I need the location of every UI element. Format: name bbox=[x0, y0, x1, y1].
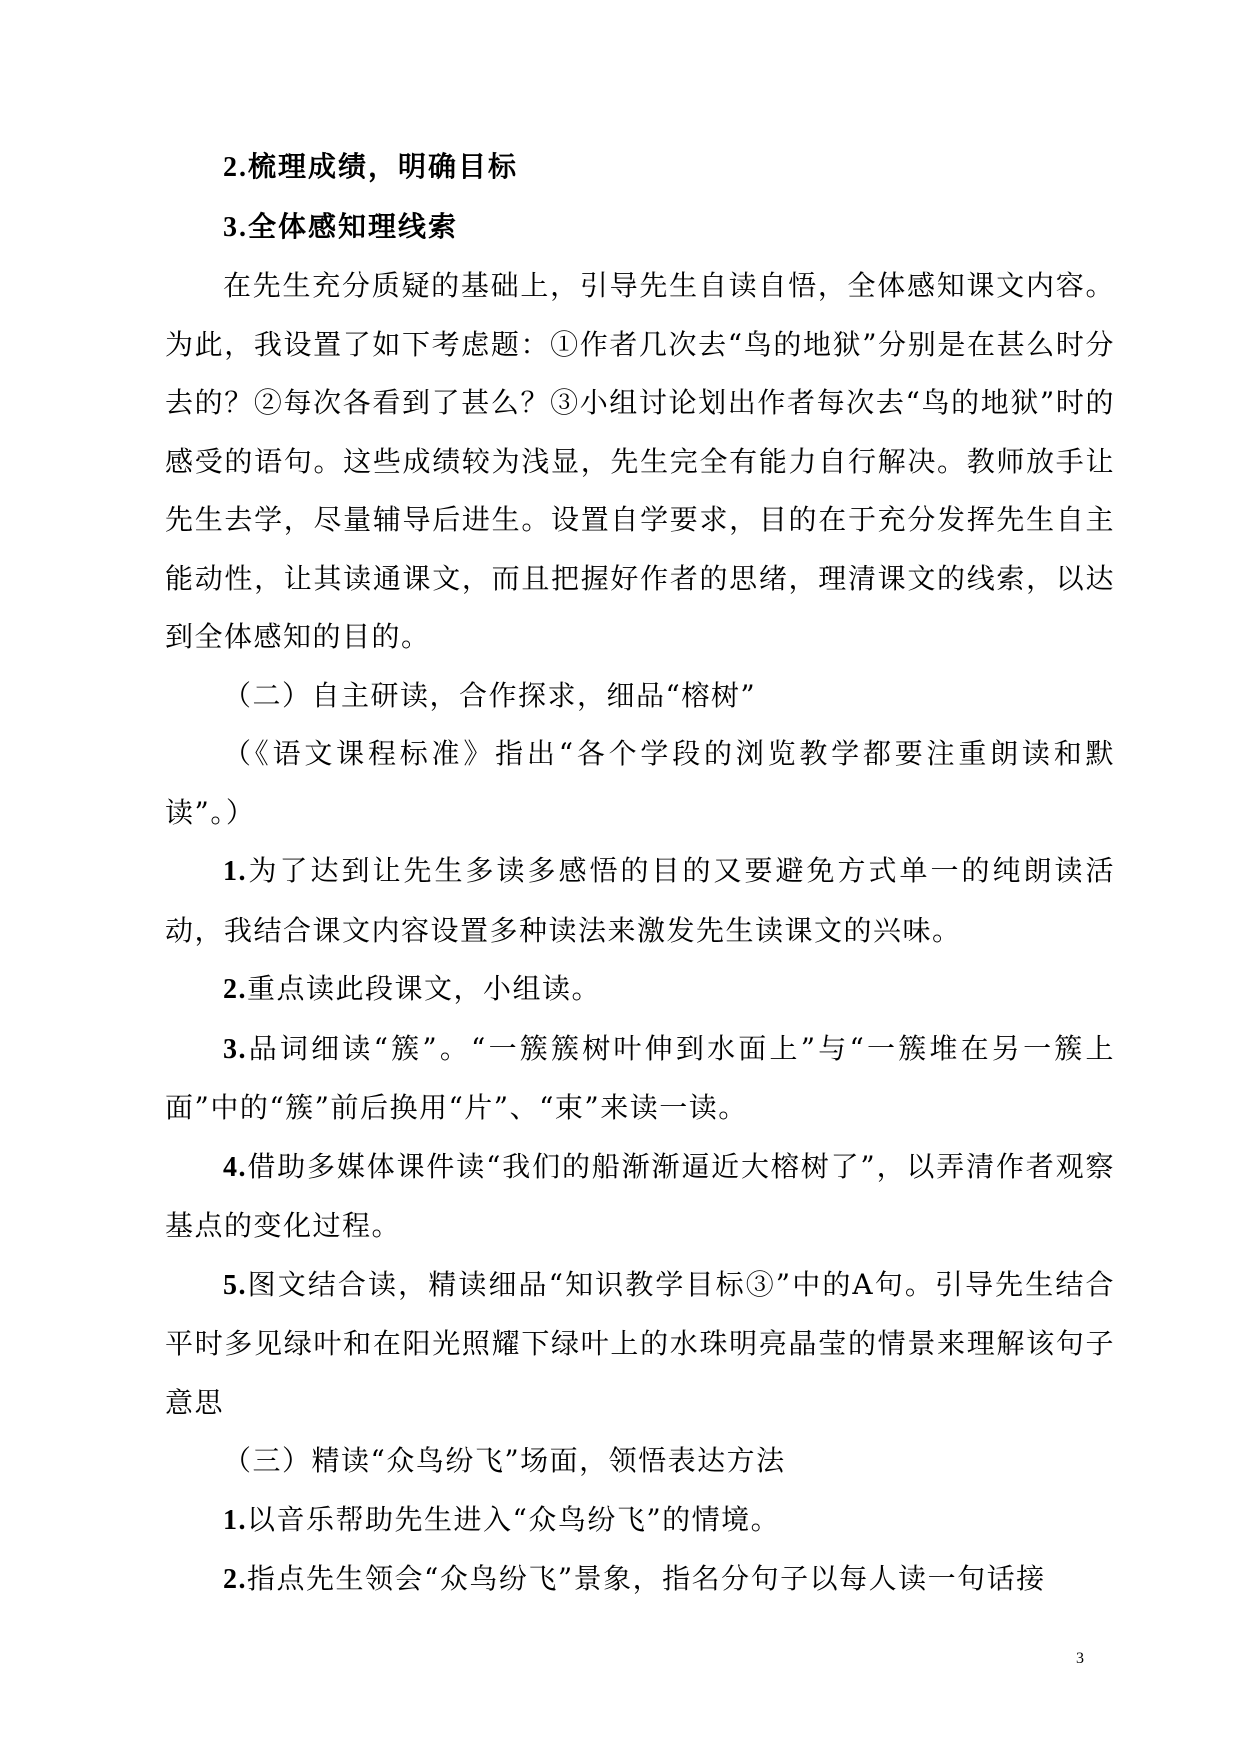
page-number: 3 bbox=[1076, 1650, 1084, 1667]
paragraph-questions: 在先生充分质疑的基础上，引导先生自读自悟，全体感知课文内容。为此，我设置了如下考虑题：①作者几次去“鸟的地狱”分别是在甚么时分去的？②每次各看到了甚么？③小组讨论划出作者每次去“鸟的地狱”时的感受的语句。这些成绩较为浅显，先生完全有能力自行解决。教师放手让先生去学，尽量辅导后进生。设置自学要求，目的在于充分发挥先生自主能动性，让其读通课文，而且把握好作者的思绪，理清课文的线索，以达到全体感知的目的。 bbox=[165, 269, 1115, 653]
list-item-3: 3.品词细读“簇”。“一簇簇树叶伸到水面上”与“一簇堆在另一簇上面”中的“簇”前后换用“片”、“束”来读一读。 bbox=[165, 1031, 1115, 1124]
list-item-6: 1.以音乐帮助先生进入“众鸟纷飞”的情境。 bbox=[223, 1502, 781, 1536]
list-item-4: 4.借助多媒体课件读“我们的船渐渐逼近大榕树了”，以弄清作者观察基点的变化过程。 bbox=[165, 1149, 1115, 1242]
paragraph-curriculum-standard: （《语文课程标准》指出“各个学段的浏览教学都要注重朗读和默读”。） bbox=[165, 737, 1115, 829]
heading-sort-problems: 2.梳理成绩，明确目标 bbox=[223, 150, 519, 183]
section-heading-birds: （三）精读“众鸟纷飞”场面，领悟表达方法 bbox=[223, 1444, 786, 1477]
section-heading-banyan: （二）自主研读，合作探求，细品“榕树” bbox=[223, 678, 757, 712]
list-item-7: 2.指点先生领会“众鸟纷飞”景象，指名分句子以每人读一句话接 bbox=[223, 1562, 1046, 1595]
list-item-5: 5.图文结合读，精读细品“知识教学目标③”中的A句。引导先生结合平时多见绿叶和在阳光照耀下绿叶上的水珠明亮晶莹的情景来理解该句子意思 bbox=[165, 1267, 1115, 1419]
list-item-2: 2.重点读此段课文，小组读。 bbox=[223, 972, 602, 1005]
heading-overall-perception: 3.全体感知理线索 bbox=[223, 209, 459, 243]
list-item-1: 1.为了达到让先生多读多感悟的目的又要避免方式单一的纯朗读活动，我结合课文内容设置多种读法来激发先生读课文的兴味。 bbox=[165, 854, 1115, 947]
body-text bbox=[165, 138, 1115, 1610]
